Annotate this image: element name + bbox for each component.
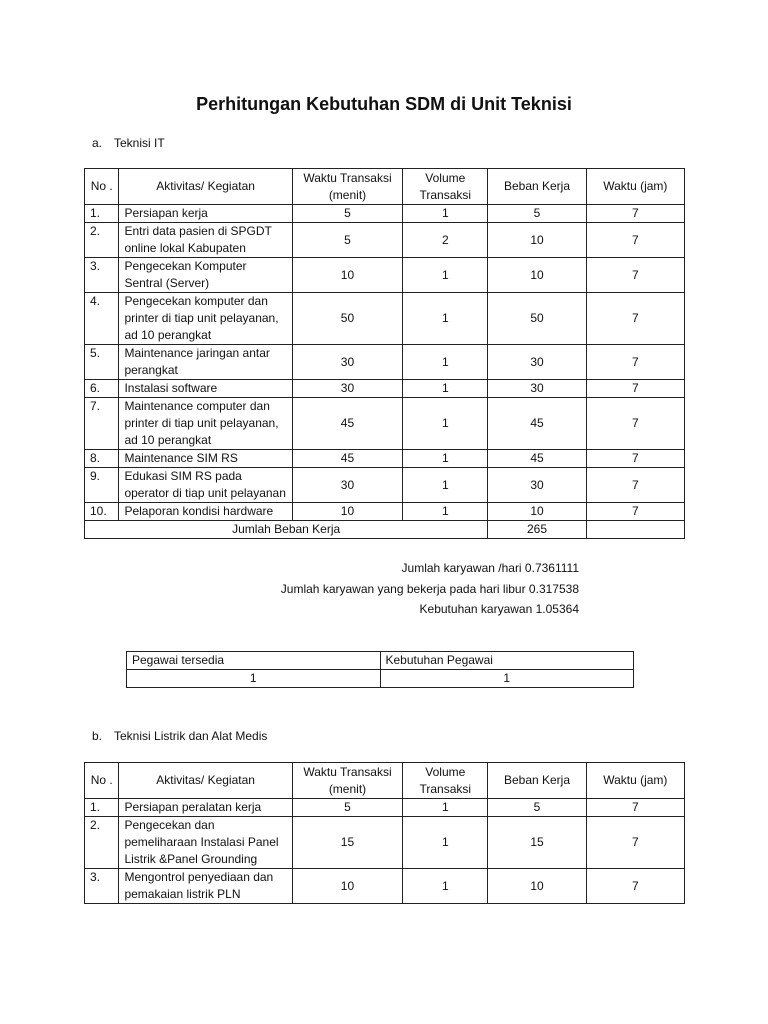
row-beban: 30 [488,345,586,380]
row-waktu: 10 [292,503,402,521]
row-beban: 50 [488,293,586,345]
summary-block [84,558,579,620]
table-row [85,869,685,904]
table-row [85,205,685,223]
table-header-row [85,763,685,799]
row-volume: 1 [403,345,488,380]
header-no: No . [85,763,119,799]
row-jam: 7 [586,205,684,223]
row-no: 7. [85,398,119,450]
teknisi-it-table [84,168,685,539]
section-a-letter: a. [92,136,103,150]
row-no: 1. [85,205,119,223]
total-row [85,521,685,539]
row-volume: 1 [403,293,488,345]
section-a-heading [92,136,165,150]
row-no: 8. [85,450,119,468]
total-value: 265 [488,521,586,539]
row-beban: 15 [488,817,586,869]
table-row [85,223,685,258]
header-waktu-jam: Waktu (jam) [586,763,684,799]
header-waktu-transaksi: Waktu Transaksi (menit) [292,169,402,205]
table-row [85,380,685,398]
header-activity: Aktivitas/ Kegiatan [119,169,292,205]
row-waktu: 10 [292,258,402,293]
table-row [85,293,685,345]
row-volume: 1 [403,258,488,293]
row-jam: 7 [586,223,684,258]
table-row [85,450,685,468]
row-activity: Maintenance jaringan antar perangkat [119,345,292,380]
header-activity: Aktivitas/ Kegiatan [119,763,292,799]
row-no: 6. [85,380,119,398]
summary-kebutuhan-karyawan: Kebutuhan karyawan 1.05364 [419,602,579,616]
row-waktu: 45 [292,398,402,450]
row-no: 9. [85,468,119,503]
row-waktu: 30 [292,345,402,380]
row-waktu: 5 [292,799,402,817]
table-row [85,258,685,293]
teknisi-listrik-table [84,762,685,904]
row-waktu: 15 [292,817,402,869]
row-beban: 5 [488,799,586,817]
row-activity: Pengecekan Komputer Sentral (Server) [119,258,292,293]
row-jam: 7 [586,869,684,904]
row-activity: Maintenance computer dan printer di tiap unit pelayanan, ad 10 perangkat [119,398,292,450]
row-waktu: 5 [292,205,402,223]
table-header-row [85,169,685,205]
pegawai-tersedia-value: 1 [127,670,381,688]
table-row [85,398,685,450]
section-b-title: Teknisi Listrik dan Alat Medis [114,729,268,743]
row-volume: 1 [403,450,488,468]
table-row [85,345,685,380]
pegawai-header-row [127,652,634,670]
row-activity: Pelaporan kondisi hardware [119,503,292,521]
row-waktu: 45 [292,450,402,468]
row-activity: Edukasi SIM RS pada operator di tiap unit pelayanan [119,468,292,503]
row-jam: 7 [586,293,684,345]
table-row [85,817,685,869]
header-beban: Beban Kerja [488,763,586,799]
header-waktu-jam: Waktu (jam) [586,169,684,205]
row-volume: 1 [403,869,488,904]
row-no: 4. [85,293,119,345]
row-no: 10. [85,503,119,521]
row-no: 5. [85,345,119,380]
row-jam: 7 [586,450,684,468]
row-volume: 1 [403,817,488,869]
row-waktu: 30 [292,468,402,503]
summary-karyawan-per-hari: Jumlah karyawan /hari 0.7361111 [401,561,579,575]
table-row [85,799,685,817]
row-waktu: 30 [292,380,402,398]
row-activity: Instalasi software [119,380,292,398]
row-jam: 7 [586,817,684,869]
header-beban: Beban Kerja [488,169,586,205]
row-jam: 7 [586,468,684,503]
row-activity: Pengecekan dan pemeliharaan Instalasi Panel Listrik &Panel Grounding [119,817,292,869]
row-volume: 1 [403,468,488,503]
row-jam: 7 [586,503,684,521]
row-activity: Persiapan peralatan kerja [119,799,292,817]
header-volume: Volume Transaksi [403,169,488,205]
row-jam: 7 [586,380,684,398]
row-volume: 1 [403,799,488,817]
row-jam: 7 [586,398,684,450]
row-activity: Mengontrol penyediaan dan pemakaian listrik PLN [119,869,292,904]
row-activity: Maintenance SIM RS [119,450,292,468]
row-waktu: 5 [292,223,402,258]
page-title: Perhitungan Kebutuhan SDM di Unit Teknisi [196,94,572,114]
row-volume: 1 [403,205,488,223]
row-jam: 7 [586,258,684,293]
row-no: 3. [85,869,119,904]
header-no: No . [85,169,119,205]
row-beban: 10 [488,503,586,521]
summary-karyawan-hari-libur: Jumlah karyawan yang bekerja pada hari libur 0.317538 [280,581,579,596]
header-volume: Volume Transaksi [403,763,488,799]
pegawai-table [126,651,634,688]
kebutuhan-pegawai-label: Kebutuhan Pegawai [380,652,634,670]
header-waktu-transaksi: Waktu Transaksi (menit) [292,763,402,799]
row-activity: Entri data pasien di SPGDT online lokal Kabupaten [119,223,292,258]
row-no: 2. [85,223,119,258]
row-beban: 10 [488,258,586,293]
row-beban: 5 [488,205,586,223]
row-beban: 30 [488,468,586,503]
row-beban: 45 [488,398,586,450]
row-no: 3. [85,258,119,293]
row-volume: 2 [403,223,488,258]
row-volume: 1 [403,380,488,398]
row-volume: 1 [403,398,488,450]
total-label: Jumlah Beban Kerja [85,521,488,539]
section-b-heading [92,729,267,743]
row-no: 2. [85,817,119,869]
table-row [85,468,685,503]
total-empty-cell [586,521,684,539]
row-beban: 10 [488,223,586,258]
row-beban: 30 [488,380,586,398]
row-beban: 10 [488,869,586,904]
table-row [85,503,685,521]
row-waktu: 50 [292,293,402,345]
row-no: 1. [85,799,119,817]
row-waktu: 10 [292,869,402,904]
pegawai-tersedia-label: Pegawai tersedia [127,652,381,670]
row-activity: Pengecekan komputer dan printer di tiap unit pelayanan, ad 10 perangkat [119,293,292,345]
row-volume: 1 [403,503,488,521]
pegawai-value-row [127,670,634,688]
section-a-title: Teknisi IT [114,136,165,150]
row-beban: 45 [488,450,586,468]
kebutuhan-pegawai-value: 1 [380,670,634,688]
row-jam: 7 [586,799,684,817]
section-b-letter: b. [92,729,103,743]
row-jam: 7 [586,345,684,380]
row-activity: Persiapan kerja [119,205,292,223]
